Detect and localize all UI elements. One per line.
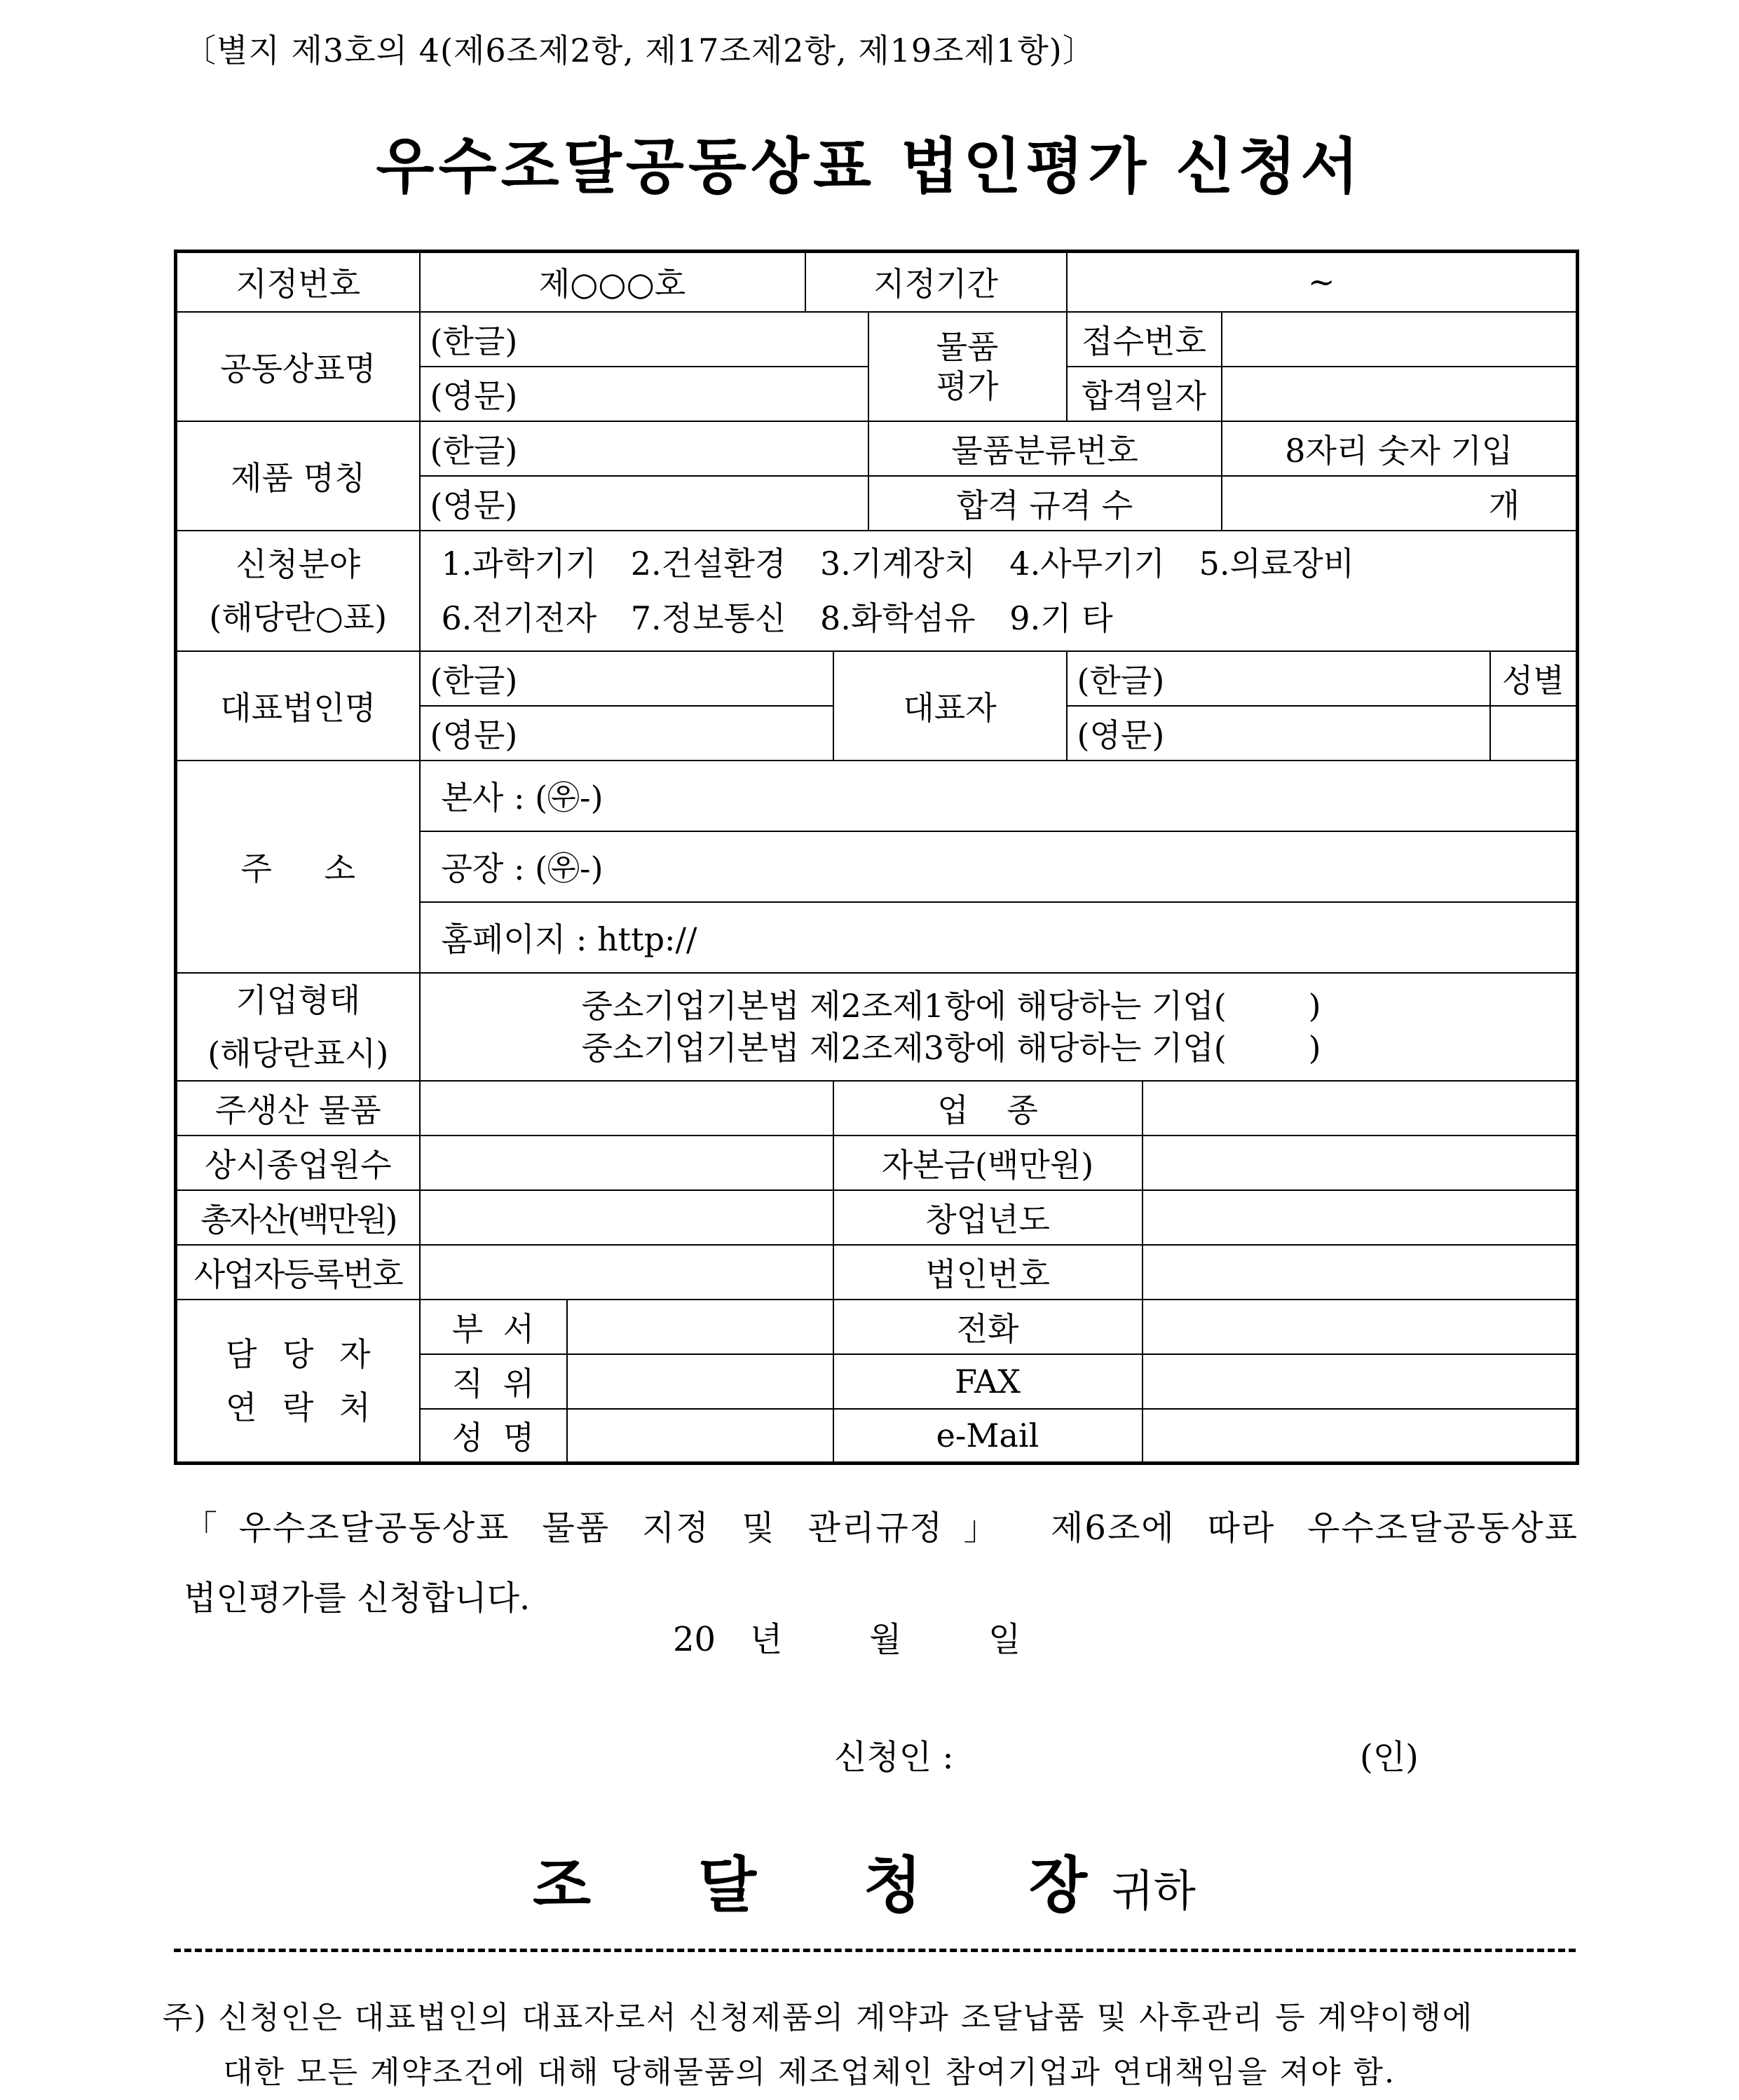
business-reg-field[interactable] <box>420 1245 833 1300</box>
pass-date-field[interactable] <box>1222 367 1578 421</box>
capital-label: 자본금(백만원) <box>833 1136 1143 1190</box>
field-option-3[interactable]: 3.기계장치 <box>820 544 976 582</box>
company-type-label <box>176 973 420 1081</box>
founded-label: 창업년도 <box>833 1190 1143 1245</box>
brand-name-english[interactable]: (영문) <box>420 367 868 421</box>
date-month[interactable]: 월 <box>869 1620 902 1659</box>
corp-no-field[interactable] <box>1143 1245 1578 1300</box>
footnote <box>163 1991 1578 2100</box>
date-year-suffix: 년 <box>750 1620 783 1659</box>
footnote-line1: 주) 신청인은 대표법인의 대표자로서 신청제품의 계약과 조달납품 및 사후관리 등 계약이행에 <box>163 2000 1474 2036</box>
fax-label: FAX <box>833 1354 1143 1409</box>
contact-label <box>176 1300 420 1464</box>
field-options-row1 <box>442 536 1567 591</box>
field-option-7[interactable]: 7.정보통신 <box>630 599 786 637</box>
field-option-9[interactable]: 9.기 타 <box>1009 599 1113 637</box>
name-field[interactable] <box>567 1409 833 1464</box>
email-label: e-Mail <box>833 1409 1143 1464</box>
field-option-5[interactable]: 5.의료장비 <box>1199 544 1355 582</box>
pass-date-label: 합격일자 <box>1067 367 1222 421</box>
address-label: 주 소 <box>176 761 420 973</box>
contact-label-line1: 담 당 자 <box>225 1335 371 1373</box>
addressee-suffix: 귀하 <box>1112 1865 1196 1916</box>
date-year[interactable]: 20 <box>673 1620 716 1659</box>
industry-field[interactable] <box>1143 1081 1578 1136</box>
document-title: 우수조달공동상표 법인평가 신청서 <box>376 132 1363 202</box>
product-eval-text: 물품평가 <box>936 327 999 405</box>
addressee-char-1: 조 <box>533 1850 592 1921</box>
addressee <box>533 1836 1196 1923</box>
position-label: 직 위 <box>420 1354 567 1409</box>
head-office-field[interactable]: 본사 : (㉾-) <box>420 761 1578 831</box>
corp-no-label: 법인번호 <box>833 1245 1143 1300</box>
field-options <box>420 531 1578 651</box>
receipt-no-field[interactable] <box>1222 312 1578 367</box>
field-option-2[interactable]: 2.건설환경 <box>630 544 786 582</box>
total-assets-field[interactable] <box>420 1190 833 1245</box>
dept-label: 부 서 <box>420 1300 567 1354</box>
product-name-label: 제품 명칭 <box>176 421 420 531</box>
contact-label-line2: 연 락 처 <box>225 1388 371 1426</box>
classification-field[interactable]: 8자리 숫자 기입 <box>1222 421 1578 476</box>
field-option-6[interactable]: 6.전기전자 <box>441 599 597 637</box>
receipt-no-label: 접수번호 <box>1067 312 1222 367</box>
phone-field[interactable] <box>1143 1300 1578 1354</box>
company-type-label-line1: 기업형태 <box>236 981 361 1019</box>
field-option-8[interactable]: 8.화학섬유 <box>820 599 976 637</box>
passed-specs-field[interactable]: 개 <box>1222 476 1578 531</box>
addressee-char-3: 청 <box>864 1850 922 1921</box>
brand-name-korean[interactable]: (한글) <box>420 312 868 367</box>
addressee-char-4: 장 <box>1029 1850 1088 1921</box>
field-option-4[interactable]: 4.사무기기 <box>1009 544 1165 582</box>
designation-no-value[interactable]: 제○○○호 <box>420 252 805 312</box>
rep-corp-label: 대표법인명 <box>176 651 420 761</box>
statement-line2: 법인평가를 신청합니다. <box>184 1579 531 1618</box>
gender-field[interactable] <box>1490 706 1578 761</box>
fax-field[interactable] <box>1143 1354 1578 1409</box>
seal-label: (인) <box>1360 1738 1419 1777</box>
employees-field[interactable] <box>420 1136 833 1190</box>
phone-label: 전화 <box>833 1300 1143 1354</box>
field-label <box>176 531 420 651</box>
product-eval-label <box>868 312 1067 421</box>
rep-corp-english[interactable]: (영문) <box>420 706 833 761</box>
total-assets-label: 총자산(백만원) <box>176 1190 420 1245</box>
applicant-line <box>834 1730 1419 1778</box>
application-table <box>174 250 1579 1465</box>
representative-label: 대표자 <box>833 651 1067 761</box>
date-line <box>673 1612 1021 1661</box>
divider-line <box>174 1949 1576 1952</box>
main-product-label: 주생산 물품 <box>176 1081 420 1136</box>
field-label-line2: (해당란○표) <box>209 598 388 636</box>
field-option-1[interactable]: 1.과학기기 <box>441 544 597 582</box>
name-label: 성 명 <box>420 1409 567 1464</box>
email-field[interactable] <box>1143 1409 1578 1464</box>
position-field[interactable] <box>567 1354 833 1409</box>
rep-corp-korean[interactable]: (한글) <box>420 651 833 706</box>
designation-period-label: 지정기간 <box>805 252 1067 312</box>
addressee-char-2: 달 <box>698 1850 757 1921</box>
main-product-field[interactable] <box>420 1081 833 1136</box>
field-options-row2 <box>442 591 1567 646</box>
statement-line1: 「우수조달공동상표 물품 지정 및 관리규정」 제6조에 따라 우수조달공동상표 <box>184 1508 1578 1548</box>
field-label-line1: 신청분야 <box>236 545 361 583</box>
company-type-option-1[interactable]: 중소기업기본법 제2조제1항에 해당하는 기업( ) <box>581 986 1321 1025</box>
designation-no-label: 지정번호 <box>176 252 420 312</box>
product-name-korean[interactable]: (한글) <box>420 421 868 476</box>
dept-field[interactable] <box>567 1300 833 1354</box>
homepage-field[interactable]: 홈페이지 : http:// <box>420 902 1578 973</box>
company-type-options <box>420 973 1578 1081</box>
company-type-option-2[interactable]: 중소기업기본법 제2조제3항에 해당하는 기업( ) <box>581 1028 1321 1067</box>
industry-label: 업 종 <box>833 1081 1143 1136</box>
passed-specs-label: 합격 규격 수 <box>868 476 1222 531</box>
form-reference: 〔별지 제3호의 4(제6조제2항, 제17조제2항, 제19조제1항)〕 <box>184 32 1096 69</box>
product-name-english[interactable]: (영문) <box>420 476 868 531</box>
capital-field[interactable] <box>1143 1136 1578 1190</box>
date-day[interactable]: 일 <box>988 1620 1021 1659</box>
employees-label: 상시종업원수 <box>176 1136 420 1190</box>
company-type-label-line2: (해당란표시) <box>207 1034 389 1072</box>
gender-label: 성별 <box>1490 651 1578 706</box>
brand-name-label: 공동상표명 <box>176 312 420 421</box>
representative-korean[interactable]: (한글) <box>1067 651 1490 706</box>
classification-label: 물품분류번호 <box>868 421 1222 476</box>
business-reg-label: 사업자등록번호 <box>176 1245 420 1300</box>
representative-english[interactable]: (영문) <box>1067 706 1490 761</box>
founded-field[interactable] <box>1143 1190 1578 1245</box>
designation-period-value[interactable]: ~ <box>1067 252 1578 312</box>
applicant-label: 신청인 : <box>834 1738 954 1777</box>
factory-field[interactable]: 공장 : (㉾-) <box>420 831 1578 902</box>
footnote-line2: 대한 모든 계약조건에 대해 당해물품의 제조업체인 참여기업과 연대책임을 져야 함. <box>223 2054 1396 2090</box>
